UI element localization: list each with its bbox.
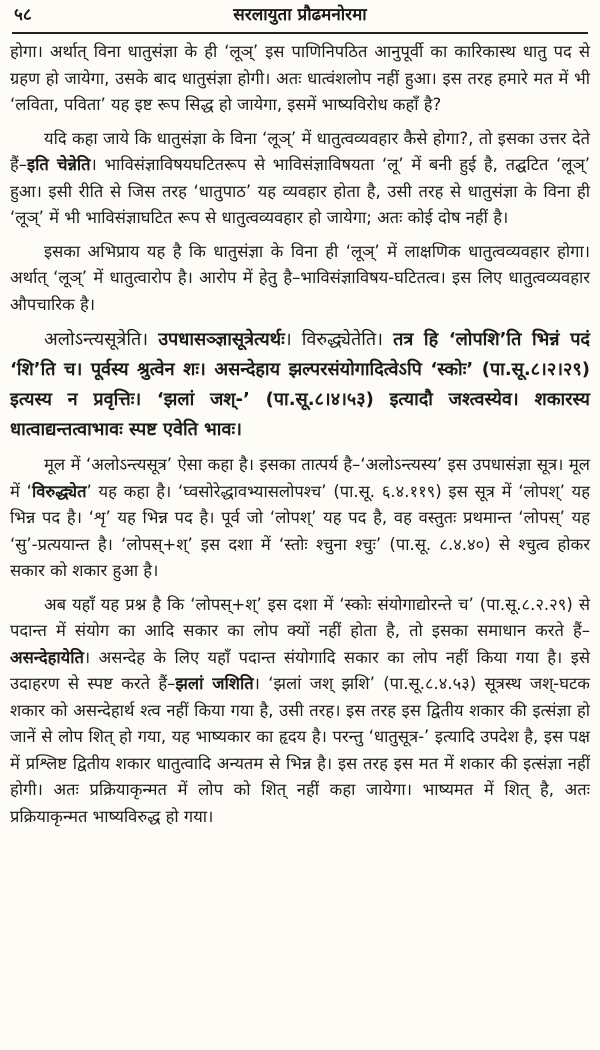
paragraph [10,126,590,232]
text-run: इसका अभिप्राय यह है कि धातुसंज्ञा के विना ही ‘लूञ्’ में लाक्षणिक धातुत्वव्यवहार होगा। अर्थात् ‘लूञ्’ में धातुत्वारोप है। आरोप में हेतु है–भाविसंज्ञाविषय-घटितत्व। इस लिए धातुत्वव्यवहार औपचारिक है। [10,241,590,314]
paragraph [10,452,590,585]
paragraph [10,592,590,831]
bold-keyword: विरुद्ध्येत [31,481,87,501]
bold-keyword: इति चेन्नेति [27,155,91,174]
text-run: । असन्देह के लिए यहाँ पदान्त संयोगादि सकार का लोप नहीं किया गया है। इसे उदाहरण से स्पष्ट करते हैं– [10,647,590,693]
text-run: अलोऽन्त्यसूत्रेति। [44,329,159,350]
sanskrit-commentary [10,325,590,445]
text-run: । विरुद्ध्येतेति। [284,329,394,350]
bold-keyword: तत्र हि ‘लोपशि’ति भिन्नं पदं ‘शि’ति च। पूर्वस्य श्रुत्वेन शः। असन्देहाय झल्परसंयोगादित्वेऽपि ‘स्कोः’ (पा.सू.८।२।२९) इत्यस्य न प्रवृत्तिः। ‘झलां जश्-’ (पा.सू.८।४।५३) इत्यादौ जश्त्वस्येव। शकारस्य धात्वाद्यन्तत्वाभावः स्पष्ट एवेति भावः। [10,329,590,440]
bold-keyword: झलां जशिति [175,674,254,693]
text-run: । ‘झलां जश् झशि’ (पा.सू.८.४.५३) सूत्रस्थ जश्-घटक शकार को असन्देहार्थ श्त्व नहीं किया गया है, उसी तरह। इस तरह इस द्वितीय शकार की इत्संज्ञा हो जानें से लोप शित् हो गया, यह भाष्यकार का हृदय है। परन्तु ‘धातुसूत्र-’ इत्यादि उपदेश है, इस पक्ष में प्रश्लिष्ट द्वितीय शकार धातुत्वादि अन्यतम से भिन्न है। इस तरह इस मत में शकार की इत्संज्ञा नहीं होगी। अतः प्रक्रियाकृन्मत में लोप को शित् नहीं कहा जायेगा। भाष्यमत में शित् है, अतः प्रक्रियाकृन्मत भाष्यविरुद्ध हो गया। [10,674,590,826]
body-text [10,34,590,830]
text-run: । भाविसंज्ञाविषयघटितरूप से भाविसंज्ञाविषयता ‘लू’ में बनी हुई है, तद्घटित ‘लूञ्’ हुआ। इसी रीति से जिस तरह ‘धातुपाठ’ यह व्यवहार होता है, उसी तरह से धातुसंज्ञा के विना ही ‘लूञ्’ में भी भाविसंज्ञाघटित रूप से धातुत्वव्यवहार हो जायेगा; अतः कोई दोष नहीं है। [10,155,590,227]
paragraph [10,239,590,319]
text-run: मूल में ‘अलोऽन्त्यसूत्र’ ऐसा कहा है। इसका तात्पर्य है–‘अलोऽन्त्यस्य’ इस उपधासंज्ञा सूत्र। मूल में ‘ [10,455,590,501]
running-title: सरलायुता प्रौढमनोरमा [233,5,367,25]
text-run: अब यहाँ यह प्रश्न है कि ‘लोपस्+श्’ इस दशा में ‘स्कोः संयोगाद्योरन्ते च’ (पा.सू.८.२.२९) से पदान्त में संयोग का आदि सकार का लोप क्यों नहीं होता है, तो इसका समाधान करते हैं– [10,594,590,640]
paragraph [10,39,590,119]
page-header [12,0,588,34]
text-run: यदि कहा जाये कि धातुसंज्ञा के विना ‘लूञ्’ में धातुत्वव्यवहार कैसे होगा?, तो इसका उत्तर देते हैं– [10,128,590,174]
text-run: होगा। अर्थात् विना धातुसंज्ञा के ही ‘लूञ्’ इस पाणिनिपठित आनुपूर्वी का कारिकास्थ धातु पद से ग्रहण हो जायेगा, उसके बाद धातुसंज्ञा होगी। अतः धात्वंशलोप नहीं हुआ। इस तरह हमारे मत में भी ‘लविता, पविता’ यह इष्ट रूप सिद्ध हो जायेगा, इसमें भाष्यविरोध कहाँ है? [10,42,590,114]
bold-keyword: असन्देहायेति [10,647,84,667]
bold-keyword: उपधासञ्ज्ञासूत्रेत्यर्थः [158,329,285,350]
page-number: ५८ [14,5,32,25]
text-run: ’ यह कहा है। ‘घ्वसोरेद्धावभ्यासलोपश्च’ (पा.सू. ६.४.११९) इस सूत्र में ‘लोपश्’ यह भिन्न पद है। ‘शृ’ यह भिन्न पद है। पूर्व जो ‘लोपश्’ यह पद है, वह वस्तुतः प्रथमान्त ‘लोपस्’ यह ‘सु’-प्रत्ययान्त है। ‘लोपस्+श्’ इस दशा में ‘स्तोः श्चुना श्चुः’ (पा.सू. ८.४.४०) से श्चुत्व होकर सकार को शकार हुआ है। [10,481,591,580]
